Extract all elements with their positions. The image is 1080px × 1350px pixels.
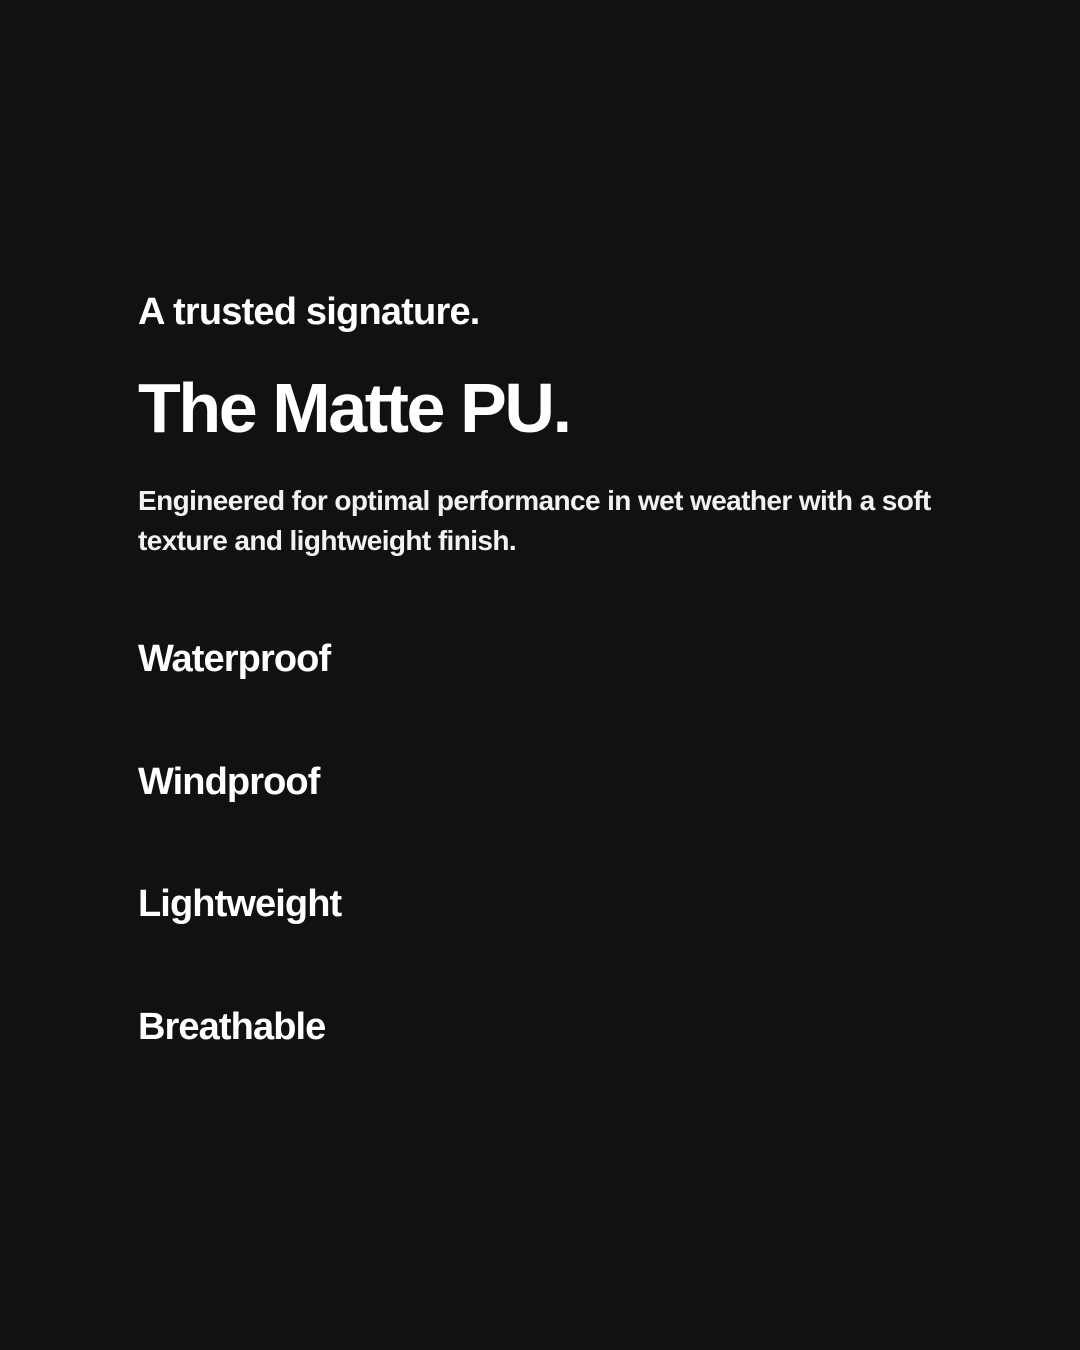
list-item: Windproof bbox=[138, 760, 320, 803]
eyebrow-text: A trusted signature. bbox=[138, 291, 480, 333]
list-item: Waterproof bbox=[138, 637, 331, 680]
description-text: Engineered for optimal performance in wet weather with a soft texture and lightweight finish. bbox=[138, 485, 931, 557]
page-title: The Matte PU. bbox=[138, 368, 570, 447]
content-block bbox=[138, 292, 978, 1065]
list-item: Breathable bbox=[138, 1006, 326, 1049]
feature-list bbox=[138, 639, 978, 1049]
list-item: Lightweight bbox=[138, 883, 342, 926]
